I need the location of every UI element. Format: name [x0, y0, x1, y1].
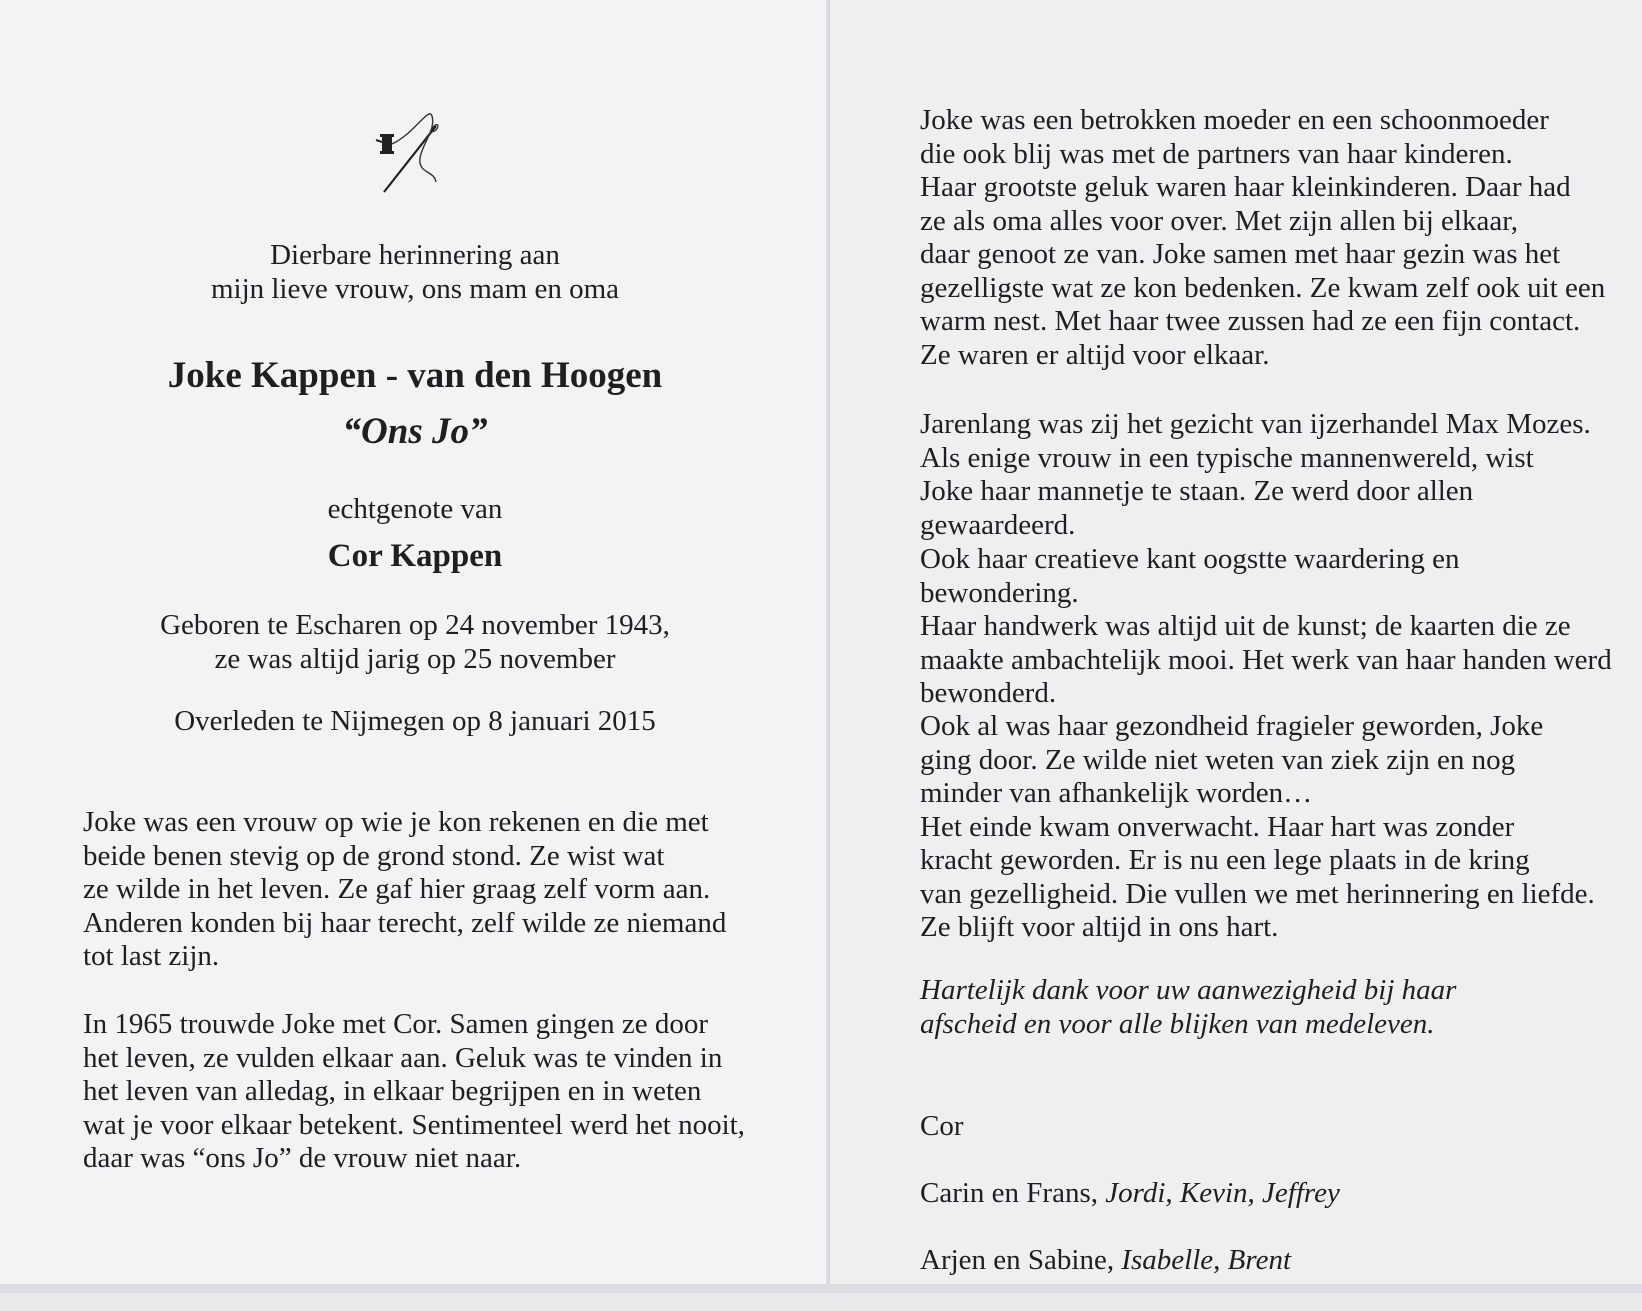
right-paragraph-4: Ook al was haar gezondheid fragieler geworden, Joke ging door. Ze wilde niet weten van ziek zijn en nog minder van afhankelijk worden… Het einde kwam onverwacht. Haar hart was zonder kracht geworden. Er is nu een lege plaats in de kring van gezelligheid. Die vullen we met herinnering en liefde. Ze blijft voor altijd in ons hart.: [920, 710, 1595, 943]
signature-line-3-names: Arjen en Sabine,: [920, 1243, 1122, 1276]
intro-line-2: mijn lieve vrouw, ons mam en oma: [210, 273, 620, 305]
signature-line-3: [920, 1244, 1620, 1278]
nickname: “Ons Jo”: [342, 411, 488, 452]
needle-and-thread-icon: [374, 104, 454, 196]
spouse-intro: echtgenote van: [327, 493, 503, 525]
right-paragraph-3: Ook haar creatieve kant oogstte waardering en bewondering. Haar handwerk was altijd uit de kunst; de kaarten die ze maakte ambachtelijk mooi. Het werk van haar handen werd bewonderd.: [920, 543, 1612, 709]
signature-line-3-kids: Isabelle, Brent: [1121, 1243, 1291, 1276]
signature-line-2-kids: Jordi, Kevin, Jeffrey: [1105, 1176, 1340, 1209]
left-paragraph-2: In 1965 trouwde Joke met Cor. Samen gingen ze door het leven, ze vulden elkaar aan. Geluk was te vinden in het leven van alledag, in elkaar begrijpen en in weten wat je voor elkaar betekent. Sentimenteel werd het nooit, daar was “ons Jo” de vrouw niet naar.: [83, 1008, 745, 1174]
signature-line-2: [920, 1177, 1620, 1211]
birth-line-1: Geboren te Escharen op 24 november 1943,: [160, 609, 670, 641]
deceased-name: Joke Kappen - van den Hoogen: [167, 355, 663, 396]
right-paragraph-1: Joke was een betrokken moeder en een schoonmoeder die ook blij was met de partners van haar kinderen. Haar grootste geluk waren haar kleinkinderen. Daar had ze als oma alles voor over. Met zijn allen bij elkaar, daar genoot ze van. Joke samen met haar gezin was het gezelligste wat ze kon bedenken. Ze kwam zelf ook uit een warm nest. Met haar twee zussen had ze een fijn contact. Ze waren er altijd voor elkaar.: [920, 104, 1606, 371]
intro-line-1: Dierbare herinnering aan: [270, 239, 560, 271]
signature-line-1: Cor: [920, 1109, 964, 1142]
intro-text: [40, 238, 790, 306]
card-bottom-edge: [0, 1284, 1642, 1293]
left-paragraph-1: Joke was een vrouw op wie je kon rekenen en die met beide benen stevig op de grond stond. Ze wist wat ze wilde in het leven. Ze gaf hier graag zelf vorm aan. Anderen konden bij haar terecht, zelf wilde ze niemand tot last zijn.: [83, 806, 727, 972]
right-paragraph-2: Jarenlang was zij het gezicht van ijzerhandel Max Mozes. Als enige vrouw in een typische mannenwereld, wist Joke haar mannetje te staan. Ze werd door allen gewaardeerd.: [920, 408, 1591, 541]
signature-block: [920, 1076, 1620, 1311]
death-text: Overleden te Nijmegen op 8 januari 2015: [174, 705, 656, 737]
spouse-name: Cor Kappen: [327, 538, 503, 574]
birth-text: [40, 608, 790, 676]
thanks-text: Hartelijk dank voor uw aanwezigheid bij haar afscheid en voor alle blijken van medeleven.: [920, 974, 1457, 1040]
signature-line-2-names: Carin en Frans,: [920, 1176, 1106, 1209]
birth-line-2: ze was altijd jarig op 25 november: [214, 643, 616, 675]
left-panel: [0, 0, 828, 1293]
